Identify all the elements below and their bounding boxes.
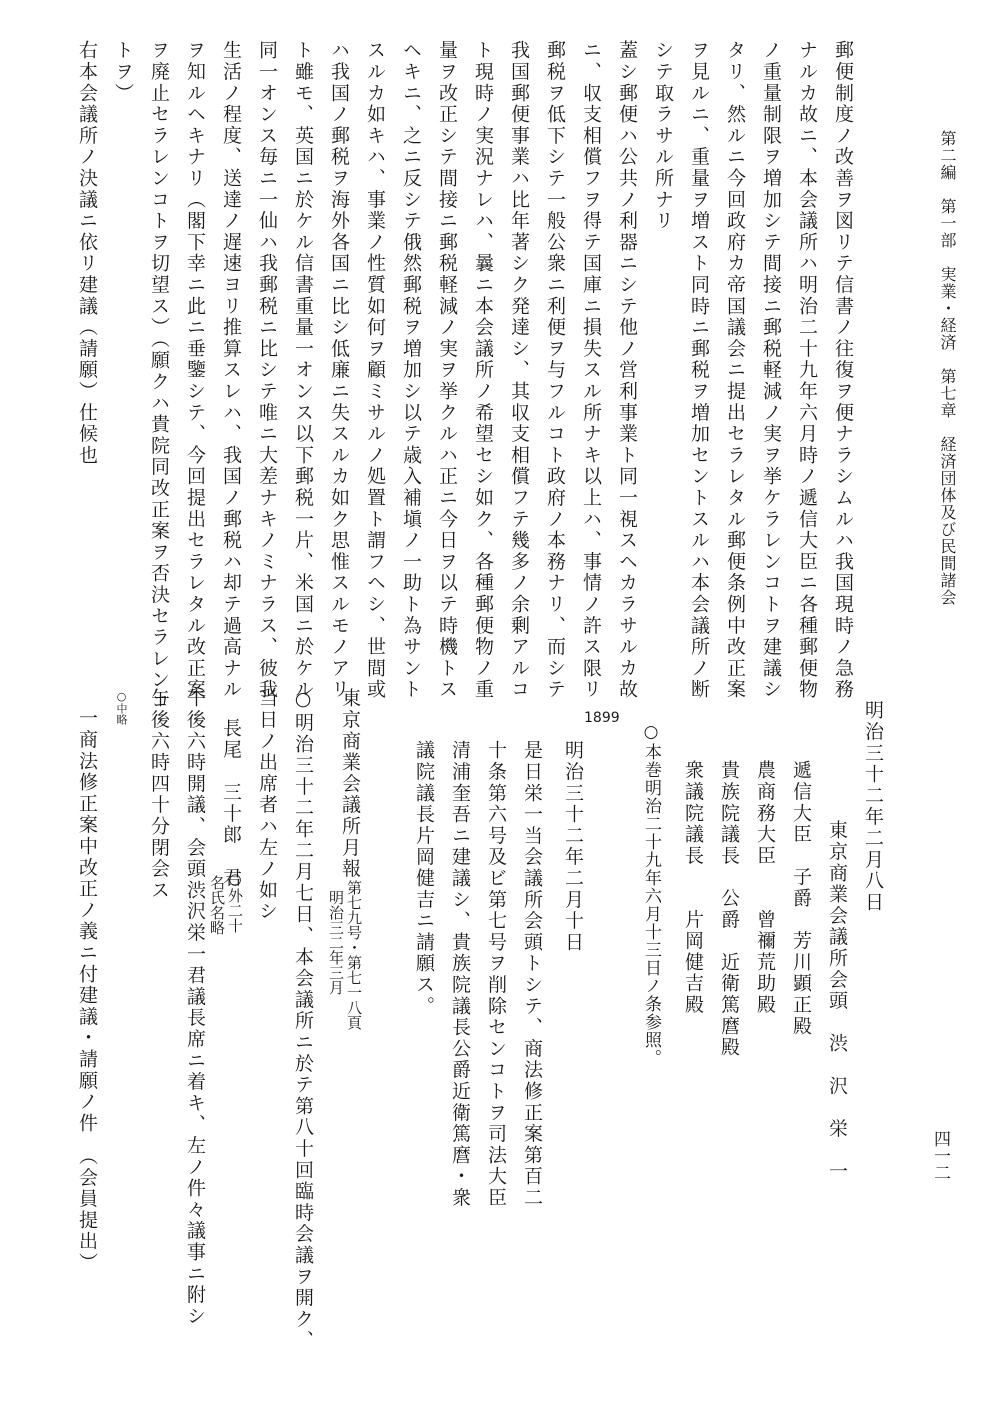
text-line: 我国郵便事業ハ比年著シク発達シ、其収支相償フテ幾多ノ余剰アルコ [508, 40, 530, 701]
source-title: 東京商業会議所月報 [339, 688, 361, 880]
letter-sender: 東京商業会議所会頭 渋 沢 栄 一 [826, 820, 848, 1183]
text-line: タリ、然ルニ今回政府カ帝国議会ニ提出セラレタル郵便条例中改正案 [724, 40, 746, 701]
text-line: ヲ知ルヘキナリ（閣下幸ニ此ニ垂鑒シテ、今回提出セラレタル改正案 [184, 40, 206, 701]
text-line: ナルカ故ニ、本会議所ハ明治二十九年六月時ノ遞信大臣ニ各種郵便物 [796, 40, 818, 701]
text-line: 量ヲ改正シテ間接ニ郵税軽減ノ実ヲ挙クルハ正ニ今日ヲ以テ時機トス [436, 40, 458, 701]
attendee-name: 長尾 三十郎 君 [220, 718, 242, 889]
entry-line: 議院議長片岡健吉ニ請願ス。 [413, 740, 435, 1017]
addressee: 農商務大臣 曾禰荒助殿 [754, 760, 776, 1016]
minutes-line: ○明治三十二年二月七日、本会議所ニ於テ第八十回臨時会議ヲ開ク、 [292, 688, 314, 1352]
source-issue: 第七九号・第七一八頁 [345, 880, 363, 1030]
text-line: 郵税ヲ低下シテ一般公衆ニ利便ヲ与フルコト政府ノ本務ナリ、而シテ [544, 40, 566, 701]
text-line: ハ我国ノ郵税ヲ海外各国ニ比シ低廉ニ失スルカ如ク思惟スルモノアリ [328, 40, 350, 701]
addressee: 衆議院議長 片岡健吉殿 [682, 760, 704, 1016]
minutes-line: 当日ノ出席者ハ左ノ如シ [256, 688, 278, 923]
text-line: ト現時ノ実況ナレハ、曩ニ本会議所ノ希望セシ如ク、各種郵便物ノ重 [472, 40, 494, 701]
running-head: 第二編 第一部 実業・経済 第七章 経済団体及び民間諸会 [938, 130, 957, 606]
entry-line: 是日栄一当会議所会頭トシテ、商法修正案第百二 [521, 740, 543, 1209]
addressee: 遞信大臣 子爵 芳川顕正殿 [790, 760, 812, 1037]
text-line: 右本会議所ノ決議ニ依リ建議（請願）仕候也 [76, 40, 98, 466]
letter-date: 明治三十二年二月八日 [862, 700, 884, 913]
text-line: スルカ如キハ、事業ノ性質如何ヲ顧ミサルノ処置ト謂フヘシ、世間或 [364, 40, 386, 701]
text-line: シテ取ラサル所ナリ [652, 40, 674, 232]
source-date: 明治三二年三月 [327, 890, 345, 995]
attendee-note: 名氏名略 [208, 875, 226, 935]
entry-line: 清浦奎吾ニ建議シ、貴族院議長公爵近衛篤麿・衆 [449, 740, 471, 1209]
text-line: ノ重量制限ヲ増加シテ間接ニ郵税軽減ノ実ヲ挙ケラレンコトヲ建議シ [760, 40, 782, 701]
minutes-line: 午後六時四十分閉会ス [148, 688, 170, 901]
text-line: ヲ廃止セラレンコトヲ切望ス）（願クハ貴院同改正案ヲ否決セラレンコ [148, 40, 170, 713]
year-marker: 1899 [584, 710, 620, 726]
text-line: 郵便制度ノ改善ヲ図リテ信書ノ往復ヲ便ナラシムルハ我国現時ノ急務 [832, 40, 854, 701]
addressee: 貴族院議長 公爵 近衛篤麿殿 [718, 760, 740, 1059]
omission-mark: ○中略 [115, 690, 128, 725]
entry-date: 明治三十二年二月十日 [562, 740, 584, 953]
entry-line: 十条第六号及ビ第七号ヲ削除センコトヲ司法大臣 [485, 740, 507, 1209]
text-line: ト雖モ、英国ニ於ケル信書重量一オンス以下郵税一片、米国ニ於ケル [292, 40, 314, 701]
reference-note: ○本巻明治二十九年六月十三日ノ条参照。 [641, 722, 661, 1067]
page-number: 四一二 [930, 1130, 950, 1181]
text-line: ニ、収支相償フヲ得テ国庫ニ損失スル所ナキ以上ハ、事情ノ許ス限リ [580, 40, 602, 701]
minutes-line: 午後六時開議、会頭渋沢栄一君議長席ニ着キ、左ノ件々議事ニ附シ [184, 688, 206, 1327]
text-line: 生活ノ程度、送達ノ遅速ヨリ推算スレハ、我国ノ郵税ハ却テ過高ナル [220, 40, 242, 701]
attendee-note: ○外二十 [226, 870, 244, 933]
text-line: 同一オンス毎ニ一仙ハ我郵税ニ比シテ唯ニ大差ナキノミナラス、彼我 [256, 40, 278, 701]
text-line: ヘキニ、之ニ反シテ俄然郵税ヲ増加シ以テ歳入補塡ノ一助ト為サント [400, 40, 422, 701]
agenda-item: 一商法修正案中改正ノ義ニ付建議・請願ノ件 （会員提出） [76, 708, 98, 1274]
text-line: ヲ見ルニ、重量ヲ増スト同時ニ郵税ヲ増加セントスルハ本会議所ノ断 [688, 40, 710, 701]
text-line: トヲ） [112, 40, 134, 104]
text-line: 蓋シ郵便ハ公共ノ利器ニシテ他ノ営利事業ト同一視スヘカラサルカ故 [616, 40, 638, 701]
